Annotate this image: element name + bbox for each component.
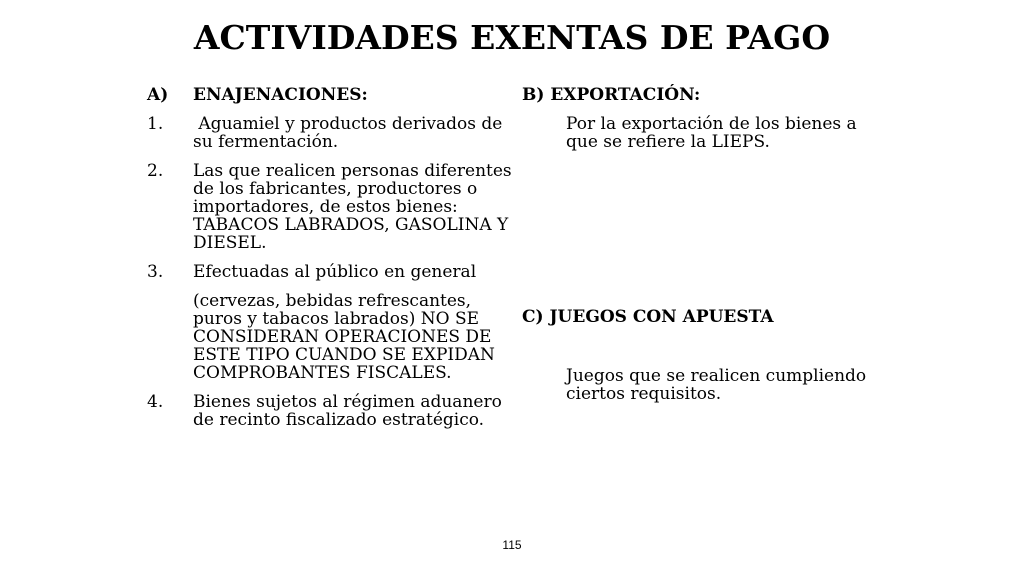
list-item-3 [147, 263, 512, 281]
page-title: ACTIVIDADES EXENTAS DE PAGO [193, 18, 831, 57]
right-column [522, 85, 872, 404]
section-a-heading [147, 86, 512, 104]
section-c-heading: C) JUEGOS CON APUESTA [522, 307, 774, 327]
section-b-text: Por la exportación de los bienes a que se refiere la LIEPS. [566, 114, 857, 152]
list-item-3-continuation: (cervezas, bebidas refrescantes, puros y tabacos labrados) NO SE CONSIDERAN OPERACIONES DE ESTE TIPO CUANDO SE EXPIDAN COMPROBANTES FISCALES. [193, 291, 495, 383]
list-item-text: Efectuadas al público en general [193, 262, 477, 282]
list-item-number: 1. [147, 114, 164, 134]
page-number: 115 [502, 538, 522, 552]
list-item-text: Aguamiel y productos derivados de su fermentación. [193, 114, 508, 152]
section-a-title: ENAJENACIONES: [193, 85, 368, 105]
list-item-number: 3. [147, 262, 164, 282]
list-item-2 [147, 162, 512, 252]
section-b-heading: B) EXPORTACIÓN: [522, 85, 701, 105]
left-column [147, 86, 512, 440]
list-item-number: 2. [147, 161, 164, 181]
list-item-4 [147, 393, 512, 429]
list-item-1 [147, 115, 512, 151]
list-item-text: Las que realicen personas diferentes de los fabricantes, productores o importadores, de estos bienes: TABACOS LABRADOS, GASOLINA Y DIESEL. [193, 161, 512, 253]
list-item-number: 4. [147, 392, 164, 412]
section-c-text: Juegos que se realicen cumpliendo ciertos requisitos. [566, 366, 867, 404]
section-a-marker: A) [147, 85, 169, 105]
list-item-text: Bienes sujetos al régimen aduanero de recinto fiscalizado estratégico. [193, 392, 502, 430]
